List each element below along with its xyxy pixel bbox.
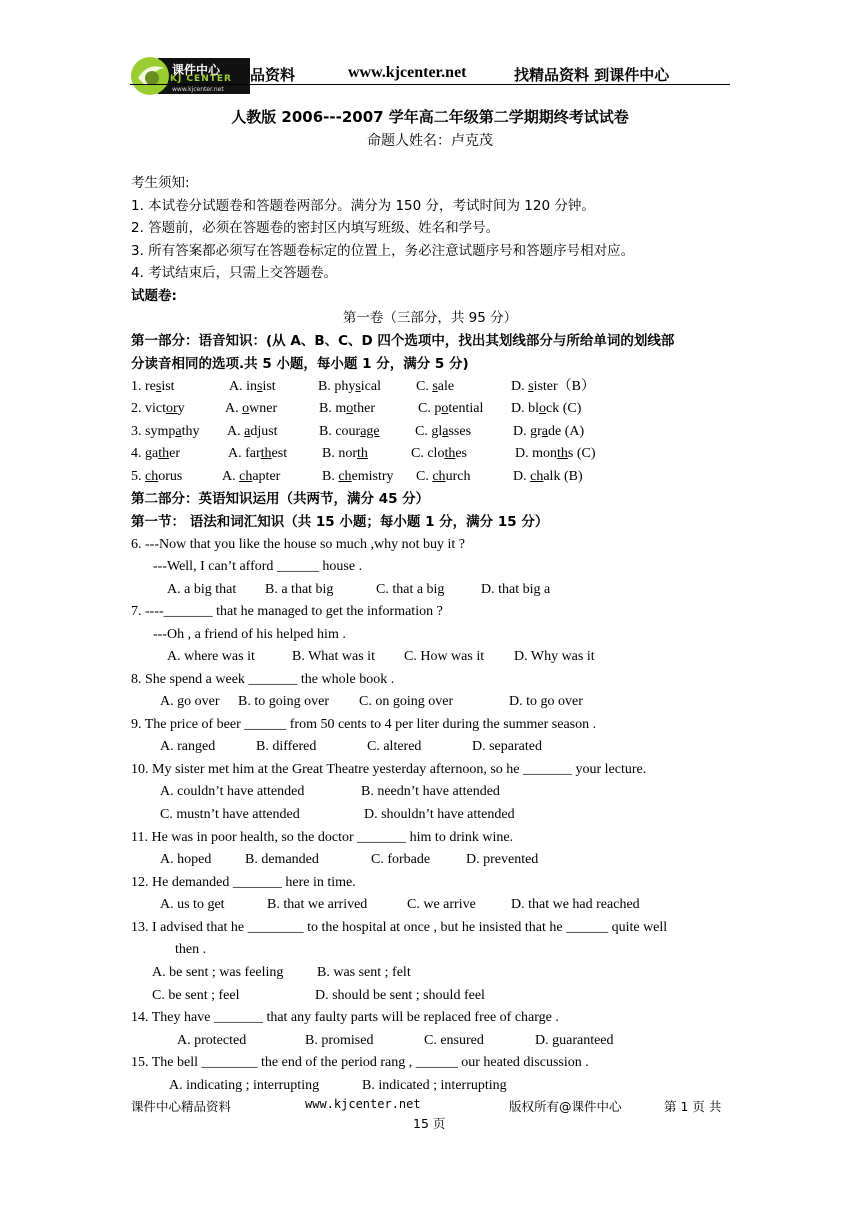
author-line: 命题人姓名：卢克茂: [367, 133, 493, 149]
question-9: 9. The price of beer ______ from 50 cents to 4 per liter during the summer season .: [131, 717, 597, 732]
option-d[interactable]: D. should be sent ; should feel: [315, 988, 485, 1003]
option-c[interactable]: C. on going over: [359, 694, 454, 709]
option-a[interactable]: A. indicating ; interrupting: [169, 1078, 320, 1093]
option-a[interactable]: A. a big that: [167, 582, 237, 597]
option-c[interactable]: C. forbade: [371, 852, 431, 867]
phonetics-question: 4. gather: [131, 446, 180, 461]
phonetics-option: C. potential: [418, 401, 484, 416]
option-a[interactable]: A. protected: [177, 1033, 247, 1048]
paper-label: 试题卷:: [131, 288, 177, 304]
option-c[interactable]: C. How was it: [404, 649, 485, 664]
logo-url: www.kjcenter.net: [172, 86, 224, 93]
phonetics-option: A. adjust: [227, 424, 278, 439]
question-8: 8. She spend a week _______ the whole book .: [131, 672, 395, 687]
phonetics-option: A. chapter: [222, 469, 281, 484]
option-a[interactable]: A. hoped: [160, 852, 212, 867]
phonetics-option: D. months (C): [515, 446, 596, 461]
notice-item: 2. 答题前，必须在答题卷的密封区内填写班级、姓名和学号。: [131, 220, 500, 236]
option-d[interactable]: D. Why was it: [514, 649, 595, 664]
question-11: 11. He was in poor health, so the doctor _______ him to drink wine.: [131, 830, 514, 845]
option-c[interactable]: C. be sent ; feel: [152, 988, 240, 1003]
option-a[interactable]: A. couldn’t have attended: [160, 784, 305, 799]
phonetics-option: A. insist: [229, 379, 276, 394]
option-d[interactable]: D. that big a: [481, 582, 551, 597]
option-b[interactable]: B. indicated ; interrupting: [362, 1078, 507, 1093]
part2-heading: 第二部分：英语知识运用（共两节，满分 45 分）: [131, 491, 430, 507]
phonetics-option: B. mother: [319, 401, 375, 416]
option-b[interactable]: B. that we arrived: [267, 897, 368, 912]
option-c[interactable]: C. that a big: [376, 582, 445, 597]
phonetics-option: C. church: [416, 469, 471, 484]
question-6-reply: ---Well, I can’t afford ______ house .: [153, 559, 363, 574]
page-title: 人教版 2006---2007 学年高二年级第二学期期终考试试卷: [231, 108, 629, 126]
question-13-cont: then .: [175, 942, 207, 957]
phonetics-option: B. courage: [319, 424, 380, 439]
question-7: 7. ----_______ that he managed to get the information ?: [131, 604, 443, 619]
notice-item: 3. 所有答案都必须写在答题卷标定的位置上，务必注意试题序号和答题序号相对应。: [131, 243, 635, 259]
phonetics-question: 5. chorus: [131, 469, 183, 484]
option-b[interactable]: B. promised: [305, 1033, 374, 1048]
phonetics-option: A. owner: [225, 401, 278, 416]
option-a[interactable]: A. ranged: [160, 739, 216, 754]
phonetics-option: B. chemistry: [322, 469, 394, 484]
option-d[interactable]: D. guaranteed: [535, 1033, 614, 1048]
notice-item: 1. 本试卷分试题卷和答题卷两部分。满分为 150 分，考试时间为 120 分钟。: [131, 198, 595, 214]
header-rule: [130, 84, 730, 85]
footer-page-number: 第 1 页 共: [664, 1099, 722, 1114]
part1-heading: 第一部分：语音知识：(从 A、B、C、D 四个选项中，找出其划线部分与所给单词的划线部: [131, 333, 675, 349]
question-13: 13. I advised that he ________ to the hospital at once , but he insisted that he ______ quite well: [131, 920, 668, 935]
option-b[interactable]: B. needn’t have attended: [361, 784, 500, 799]
logo-text-top: 课件中心: [172, 63, 221, 77]
option-b[interactable]: B. was sent ; felt: [317, 965, 411, 980]
header-left-text: 品资料: [250, 66, 296, 84]
phonetics-option: A. farthest: [228, 446, 288, 461]
phonetics-question: 1. resist: [131, 379, 175, 394]
question-12: 12. He demanded _______ here in time.: [131, 875, 356, 890]
header-right-text: 找精品资料 到课件中心: [514, 66, 670, 84]
question-14: 14. They have _______ that any faulty parts will be replaced free of charge .: [131, 1010, 559, 1025]
logo-text-brand: KJ CENTER: [170, 74, 232, 84]
option-d[interactable]: D. that we had reached: [511, 897, 640, 912]
phonetics-option: C. clothes: [411, 446, 468, 461]
footer-page-total: 15 页: [413, 1116, 446, 1131]
question-7-reply: ---Oh , a friend of his helped him .: [153, 627, 346, 642]
phonetics-option: D. sister（B）: [511, 379, 596, 394]
option-a[interactable]: A. us to get: [160, 897, 225, 912]
section1-heading: 第一节： 语法和词汇知识（共 15 小题；每小题 1 分，满分 15 分）: [131, 514, 549, 530]
option-c[interactable]: C. ensured: [424, 1033, 484, 1048]
footer-left: 课件中心精品资料: [131, 1099, 232, 1114]
phonetics-option: C. sale: [416, 379, 455, 394]
notice-heading: 考生须知:: [131, 175, 190, 191]
phonetics-option: D. chalk (B): [513, 469, 583, 484]
phonetics-option: B. north: [322, 446, 368, 461]
question-6: 6. ---Now that you like the house so much ,why not buy it ?: [131, 537, 466, 552]
phonetics-option: B. physical: [318, 379, 382, 394]
option-b[interactable]: B. to going over: [238, 694, 329, 709]
footer-rights: 版权所有@课件中心: [509, 1099, 622, 1114]
question-10: 10. My sister met him at the Great Theatre yesterday afternoon, so he _______ your lecture.: [131, 762, 647, 777]
option-c[interactable]: C. altered: [367, 739, 422, 754]
option-d[interactable]: D. prevented: [466, 852, 539, 867]
option-d[interactable]: D. to go over: [509, 694, 583, 709]
phonetics-option: D. grade (A): [513, 424, 585, 439]
notice-item: 4. 考试结束后，只需上交答题卷。: [131, 265, 338, 281]
footer-url[interactable]: www.kjcenter.net: [305, 1097, 421, 1111]
phonetics-option: C. glasses: [415, 424, 472, 439]
option-a[interactable]: A. go over: [160, 694, 220, 709]
phonetics-question: 2. victory: [131, 401, 185, 416]
option-d[interactable]: D. shouldn’t have attended: [364, 807, 515, 822]
option-c[interactable]: C. mustn’t have attended: [160, 807, 300, 822]
option-a[interactable]: A. be sent ; was feeling: [152, 965, 284, 980]
question-15: 15. The bell ________ the end of the period rang , ______ our heated discussion .: [131, 1055, 589, 1070]
volume-title: 第一卷（三部分，共 95 分）: [342, 310, 518, 326]
phonetics-option: D. block (C): [511, 401, 582, 416]
part1-heading: 分读音相同的选项.共 5 小题，每小题 1 分，满分 5 分): [131, 356, 469, 372]
option-c[interactable]: C. we arrive: [407, 897, 476, 912]
option-b[interactable]: B. a that big: [265, 582, 334, 597]
header-url[interactable]: www.kjcenter.net: [348, 64, 467, 81]
option-d[interactable]: D. separated: [472, 739, 542, 754]
option-a[interactable]: A. where was it: [167, 649, 255, 664]
option-b[interactable]: B. differed: [256, 739, 317, 754]
option-b[interactable]: B. What was it: [292, 649, 375, 664]
phonetics-question: 3. sympathy: [131, 424, 200, 439]
option-b[interactable]: B. demanded: [245, 852, 319, 867]
